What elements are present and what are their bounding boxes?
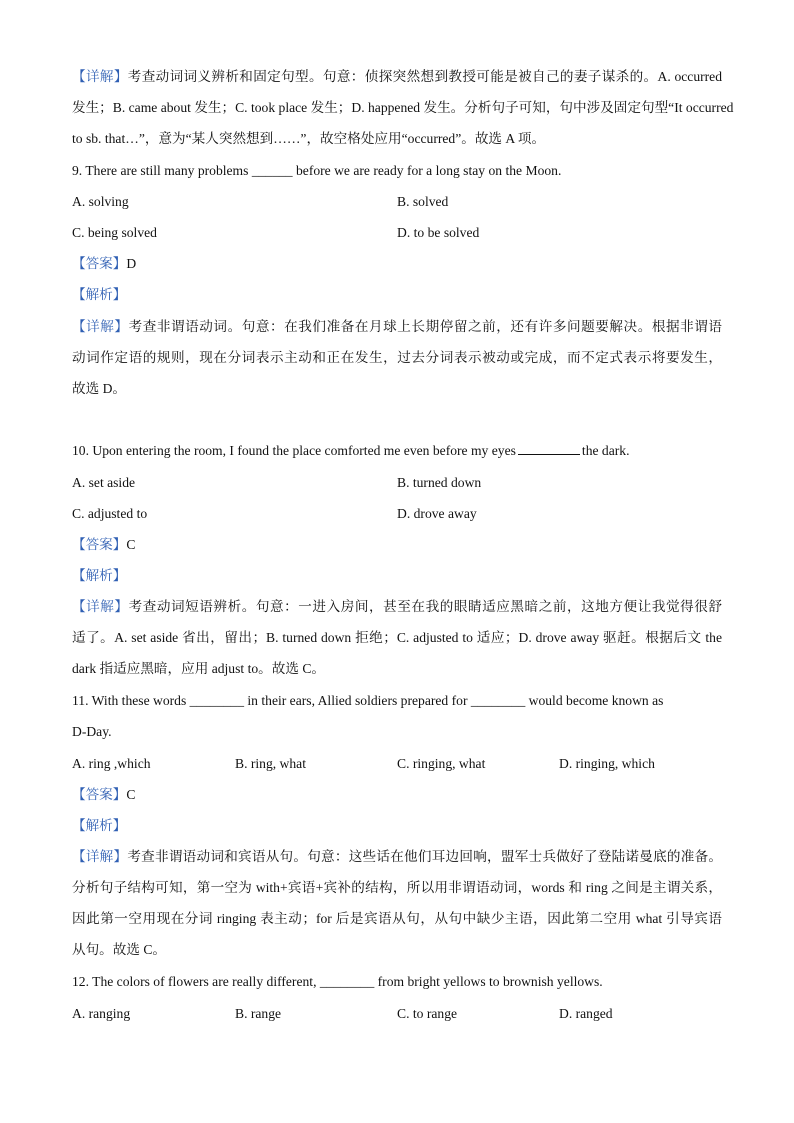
q8-detail-line-1: 【详解】考查动词词义辨析和固定句型。句意：侦探突然想到教授可能是被自己的妻子谋杀的。A. occurred [72,69,723,84]
q12-option-b: B. range [235,1006,282,1021]
answer-tag: 【答案】 [72,256,127,271]
q8-detail-line-2: 发生；B. came about 发生；C. took place 发生；D. happened 发生。分析句子可知，句中涉及固定句型“It occurred [72,100,734,115]
q12-option-c: C. to range [397,1006,458,1021]
q11-option-a: A. ring ,which [72,756,151,771]
q11-answer [72,786,722,804]
q9-option-d: D. to be solved [397,225,480,240]
answer-value: D [126,256,137,271]
q10-stem: 10. Upon entering the room, I found the place comforted me even before my eyes the dark. [72,443,630,458]
q12-option-a: A. ranging [72,1006,131,1021]
answer-tag: 【答案】 [72,537,127,552]
q11-option-d: D. ringing, which [559,756,655,771]
q11-detail-line-1: 【详解】考查非谓语动词和宾语从句。句意：这些话在他们耳边回响，盟军士兵做好了登陆诺曼底的准备。 [72,849,723,864]
detail-tag: 【详解】 [72,599,129,614]
q10-option-c: C. adjusted to [72,506,148,521]
answer-value: C [126,787,136,802]
q10-option-b: B. turned down [397,475,482,490]
q10-option-d: D. drove away [397,506,477,521]
answer-blank [518,442,580,455]
q12-stem: 12. The colors of flowers are really different, ________ from bright yellows to brownish yellows. [72,974,603,989]
q11-analysis-tag: 【解析】 [72,818,127,833]
q9-answer [72,255,722,273]
q10-detail-line-3: dark 指适应黑暗，应用 adjust to。故选 C。 [72,661,325,676]
q8-detail-line-3: to sb. that…”，意为“某人突然想到……”，故空格处应用“occurred”。故选 A 项。 [72,131,546,146]
q11-option-c: C. ringing, what [397,756,486,771]
q9-option-a: A. solving [72,194,129,209]
q12-option-d: D. ranged [559,1006,613,1021]
q10-answer [72,536,722,554]
q10-detail-line-2: 适了。A. set aside 省出，留出；B. turned down 拒绝；C. adjusted to 适应；D. drove away 驱赶。根据后文 the [72,630,722,645]
answer-tag: 【答案】 [72,787,127,802]
q9-option-c: C. being solved [72,225,157,240]
q11-option-b: B. ring, what [235,756,306,771]
q10-option-a: A. set aside [72,475,136,490]
q9-stem: 9. There are still many problems ______ before we are ready for a long stay on the Moon. [72,163,562,178]
q11-stem-line-1: 11. With these words ________ in their ears, Allied soldiers prepared for ________ would become known as [72,693,664,708]
q9-detail-line-3: 故选 D。 [72,381,126,396]
q9-detail-line-2: 动词作定语的规则，现在分词表示主动和正在发生，过去分词表示被动或完成，而不定式表示将要发生， [72,350,722,365]
q11-detail-line-3: 因此第一空用现在分词 ringing 表主动；for 后是宾语从句，从句中缺少主语，因此第二空用 what 引导宾语 [72,911,722,926]
q11-detail-line-4: 从句。故选 C。 [72,942,167,957]
q11-stem-line-2: D-Day. [72,724,112,739]
q9-option-b: B. solved [397,194,449,209]
q10-detail-line-1: 【详解】考查动词短语辨析。句意：一进入房间，甚至在我的眼睛适应黑暗之前，这地方便让我觉得很舒 [72,599,723,614]
detail-tag: 【详解】 [72,319,129,334]
q10-analysis-tag: 【解析】 [72,568,127,583]
q9-detail-line-1: 【详解】考查非谓语动词。句意：在我们准备在月球上长期停留之前，还有许多问题要解决。根据非谓语 [72,319,723,334]
detail-tag: 【详解】 [72,849,128,864]
q9-analysis-tag: 【解析】 [72,287,127,302]
answer-value: C [126,537,136,552]
detail-tag: 【详解】 [72,69,128,84]
q11-detail-line-2: 分析句子结构可知，第一空为 with+宾语+宾补的结构，所以用非谓语动词，words 和 ring 之间是主谓关系， [72,880,722,895]
